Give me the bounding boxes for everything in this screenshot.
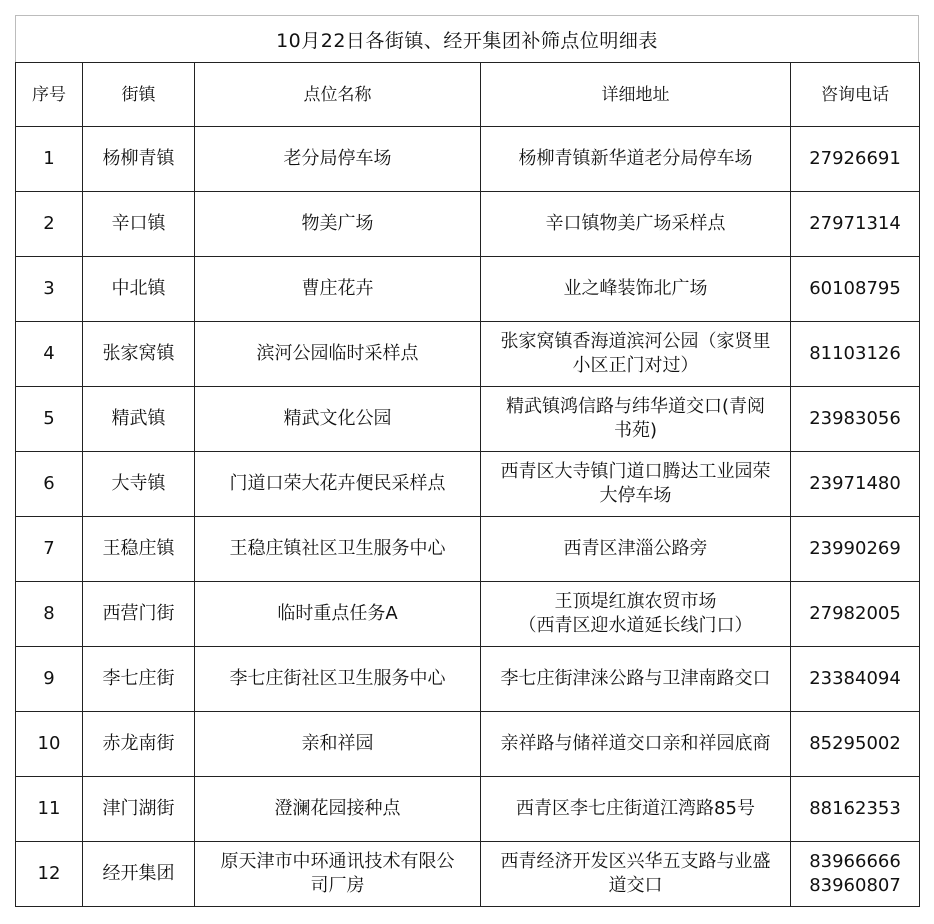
cell-phone-line: 27926691 bbox=[809, 148, 901, 169]
cell-phone bbox=[791, 582, 920, 647]
cell-town: 杨柳青镇 bbox=[83, 127, 195, 192]
cell-site bbox=[195, 387, 481, 452]
cell-phone bbox=[791, 257, 920, 322]
cell-phone bbox=[791, 712, 920, 777]
cell-site bbox=[195, 322, 481, 387]
cell-address bbox=[481, 712, 791, 777]
cell-site bbox=[195, 452, 481, 517]
table-row bbox=[16, 452, 920, 517]
cell-phone bbox=[791, 517, 920, 582]
cell-site bbox=[195, 257, 481, 322]
cell-phone-line: 83966666 bbox=[809, 851, 901, 872]
cell-address-line: （西青区迎水道延长线门口） bbox=[518, 615, 753, 636]
header-index: 序号 bbox=[16, 63, 83, 127]
cell-phone-line: 85295002 bbox=[809, 733, 901, 754]
cell-town: 王稳庄镇 bbox=[83, 517, 195, 582]
cell-phone-line: 27982005 bbox=[809, 603, 901, 624]
screening-sites-table bbox=[15, 62, 920, 907]
table-row bbox=[16, 582, 920, 647]
cell-address bbox=[481, 322, 791, 387]
header-address: 详细地址 bbox=[481, 63, 791, 127]
cell-town: 辛口镇 bbox=[83, 192, 195, 257]
cell-address-line: 西青经济开发区兴华五支路与业盛 bbox=[500, 851, 771, 872]
cell-index: 3 bbox=[16, 257, 83, 322]
cell-index: 10 bbox=[16, 712, 83, 777]
cell-address bbox=[481, 387, 791, 452]
header-site: 点位名称 bbox=[195, 63, 481, 127]
table-row bbox=[16, 257, 920, 322]
cell-phone bbox=[791, 452, 920, 517]
cell-index: 2 bbox=[16, 192, 83, 257]
cell-town: 经开集团 bbox=[83, 842, 195, 907]
cell-phone-line: 27971314 bbox=[809, 213, 901, 234]
cell-index: 12 bbox=[16, 842, 83, 907]
table-row bbox=[16, 387, 920, 452]
cell-site bbox=[195, 517, 481, 582]
table-row bbox=[16, 777, 920, 842]
cell-phone-line: 23990269 bbox=[809, 538, 901, 559]
cell-address-line: 精武镇鸿信路与纬华道交口(青阅 bbox=[505, 396, 766, 417]
cell-town: 中北镇 bbox=[83, 257, 195, 322]
header-phone: 咨询电话 bbox=[791, 63, 920, 127]
cell-phone bbox=[791, 777, 920, 842]
cell-address bbox=[481, 452, 791, 517]
cell-address-line: 西青区李七庄街道江湾路85号 bbox=[516, 798, 755, 819]
header-row bbox=[16, 63, 920, 127]
cell-town: 津门湖街 bbox=[83, 777, 195, 842]
cell-address-line: 业之峰装饰北广场 bbox=[563, 278, 708, 299]
cell-address-line: 王顶堤红旗农贸市场 bbox=[554, 591, 717, 612]
cell-town: 大寺镇 bbox=[83, 452, 195, 517]
cell-address-line: 杨柳青镇新华道老分局停车场 bbox=[518, 148, 753, 169]
cell-site-line: 物美广场 bbox=[301, 213, 374, 234]
cell-phone-line: 88162353 bbox=[809, 798, 901, 819]
cell-index: 7 bbox=[16, 517, 83, 582]
cell-address bbox=[481, 647, 791, 712]
cell-site-line: 曹庄花卉 bbox=[301, 278, 374, 299]
cell-site-line: 澄澜花园接种点 bbox=[274, 798, 401, 819]
cell-address bbox=[481, 777, 791, 842]
cell-address bbox=[481, 192, 791, 257]
cell-phone-line: 23971480 bbox=[809, 473, 901, 494]
cell-town: 赤龙南街 bbox=[83, 712, 195, 777]
cell-phone bbox=[791, 387, 920, 452]
table-row bbox=[16, 842, 920, 907]
header-town: 街镇 bbox=[83, 63, 195, 127]
cell-address bbox=[481, 257, 791, 322]
cell-site bbox=[195, 127, 481, 192]
cell-site bbox=[195, 647, 481, 712]
table-row bbox=[16, 192, 920, 257]
cell-index: 11 bbox=[16, 777, 83, 842]
cell-phone-line: 81103126 bbox=[809, 343, 901, 364]
cell-index: 4 bbox=[16, 322, 83, 387]
cell-address-line: 书苑) bbox=[613, 420, 658, 441]
cell-site bbox=[195, 777, 481, 842]
cell-address-line: 李七庄街津涞公路与卫津南路交口 bbox=[500, 668, 771, 689]
cell-phone bbox=[791, 127, 920, 192]
cell-address-line: 西青区津淄公路旁 bbox=[563, 538, 708, 559]
cell-address-line: 亲祥路与储祥道交口亲和祥园底商 bbox=[500, 733, 771, 754]
cell-site-line: 门道口荣大花卉便民采样点 bbox=[229, 473, 446, 494]
cell-address bbox=[481, 517, 791, 582]
cell-site-line: 王稳庄镇社区卫生服务中心 bbox=[229, 538, 446, 559]
cell-address bbox=[481, 582, 791, 647]
cell-address-line: 大停车场 bbox=[599, 485, 672, 506]
cell-town: 张家窝镇 bbox=[83, 322, 195, 387]
cell-site bbox=[195, 712, 481, 777]
cell-address-line: 道交口 bbox=[608, 875, 663, 896]
table-row bbox=[16, 127, 920, 192]
cell-phone-line: 83960807 bbox=[809, 875, 901, 896]
schedule-sheet bbox=[15, 15, 919, 907]
cell-address-line: 小区正门对过） bbox=[572, 355, 699, 376]
table-row bbox=[16, 517, 920, 582]
table-body bbox=[16, 127, 920, 907]
cell-site bbox=[195, 842, 481, 907]
cell-site-line: 司厂房 bbox=[310, 875, 365, 896]
cell-town: 李七庄街 bbox=[83, 647, 195, 712]
cell-address bbox=[481, 842, 791, 907]
cell-index: 8 bbox=[16, 582, 83, 647]
table-row bbox=[16, 322, 920, 387]
cell-site-line: 精武文化公园 bbox=[283, 408, 392, 429]
cell-address bbox=[481, 127, 791, 192]
cell-index: 6 bbox=[16, 452, 83, 517]
cell-town: 西营门街 bbox=[83, 582, 195, 647]
cell-site-line: 原天津市中环通讯技术有限公 bbox=[220, 851, 455, 872]
cell-site bbox=[195, 192, 481, 257]
cell-phone-line: 23983056 bbox=[809, 408, 901, 429]
cell-phone bbox=[791, 842, 920, 907]
table-title: 10月22日各街镇、经开集团补筛点位明细表 bbox=[15, 15, 919, 62]
cell-site bbox=[195, 582, 481, 647]
cell-site-line: 临时重点任务A bbox=[277, 603, 398, 624]
cell-index: 9 bbox=[16, 647, 83, 712]
cell-index: 1 bbox=[16, 127, 83, 192]
table-row bbox=[16, 647, 920, 712]
cell-site-line: 滨河公园临时采样点 bbox=[256, 343, 419, 364]
cell-site-line: 老分局停车场 bbox=[283, 148, 392, 169]
table-row bbox=[16, 712, 920, 777]
cell-address-line: 辛口镇物美广场采样点 bbox=[545, 213, 726, 234]
cell-phone bbox=[791, 647, 920, 712]
cell-phone bbox=[791, 192, 920, 257]
cell-phone-line: 60108795 bbox=[809, 278, 901, 299]
cell-site-line: 亲和祥园 bbox=[301, 733, 374, 754]
cell-index: 5 bbox=[16, 387, 83, 452]
cell-address-line: 张家窝镇香海道滨河公园（家贤里 bbox=[500, 331, 771, 352]
cell-phone-line: 23384094 bbox=[809, 668, 901, 689]
cell-address-line: 西青区大寺镇门道口腾达工业园荣 bbox=[500, 461, 771, 482]
cell-phone bbox=[791, 322, 920, 387]
cell-site-line: 李七庄街社区卫生服务中心 bbox=[229, 668, 446, 689]
cell-town: 精武镇 bbox=[83, 387, 195, 452]
